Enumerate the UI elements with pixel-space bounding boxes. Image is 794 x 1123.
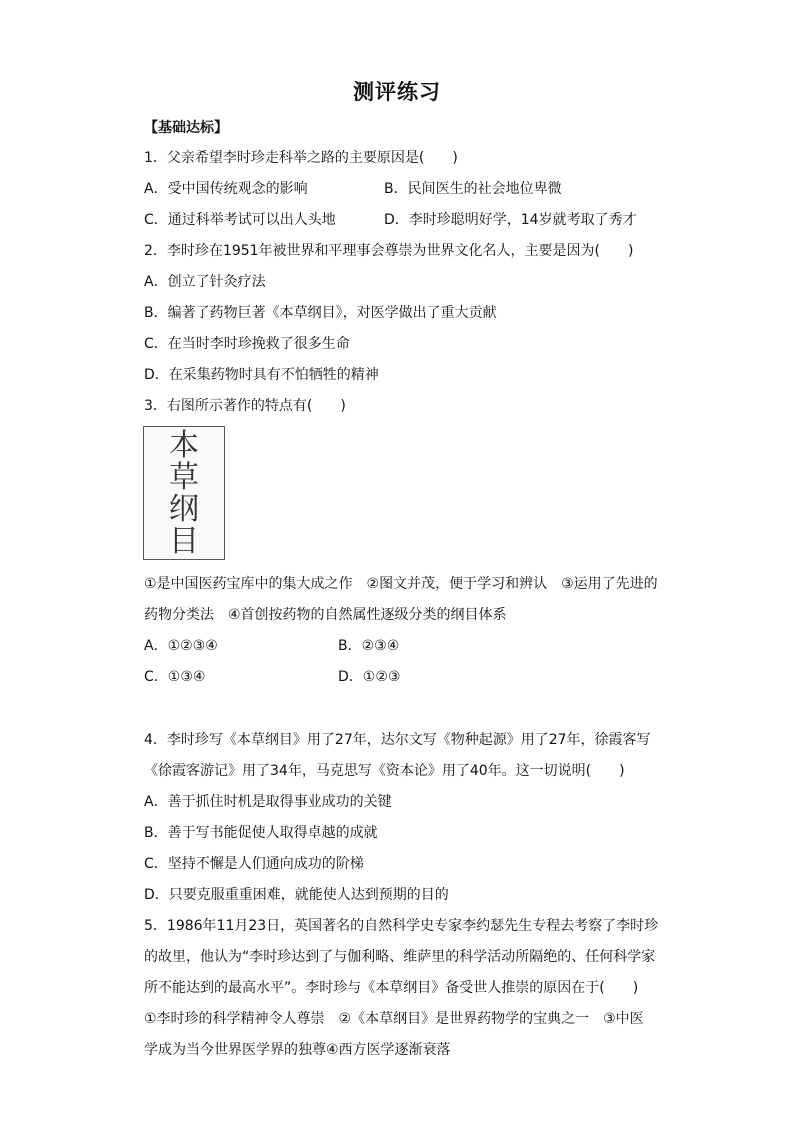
q1-option-b: B．民间医生的社会地位卑微 [384,181,562,197]
section-heading: 【基础达标】 [144,120,228,136]
q5-stem-line-2: 的故里，他认为“李时珍达到了与伽利略、维萨里的科学活动所隔绝的、任何科学家 [144,949,656,965]
q2-option-d: D．在采集药物时具有不怕牺牲的精神 [144,367,379,383]
q3-option-d: D．①②③ [338,669,401,685]
q3-option-b: B．②③④ [338,638,400,654]
q3-items-line-1: ①是中国医药宝库中的集大成之作 ②图文并茂，便于学习和辨认 ③运用了先进的 [144,576,658,592]
page-title: 测评练习 [353,79,441,104]
q5-stem-line-1: 5．1986年11月23日，英国著名的自然科学史专家李约瑟先生专程去考察了李时珍 [144,918,659,934]
seal-char-1: 本 [169,428,199,463]
q2-option-c: C．在当时李时珍挽救了很多生命 [144,336,350,352]
q4-option-d: D．只要克服重重困难，就能使人达到预期的目的 [144,887,449,903]
bencao-gangmu-seal-image [143,426,225,560]
q4-stem-line-2: 《徐霞客游记》用了34年，马克思写《资本论》用了40年。这一切说明( ) [144,763,625,779]
q3-option-c: C．①③④ [144,669,206,685]
q5-stem-line-3: 所不能达到的最高水平”。李时珍与《本草纲目》备受世人推崇的原因在于( ) [144,980,639,996]
q5-items-line-1: ①李时珍的科学精神令人尊崇 ②《本草纲目》是世界药物学的宝典之一 ③中医 [144,1011,644,1027]
q3-items-line-2: 药物分类法 ④首创按药物的自然属性逐级分类的纲目体系 [144,607,507,623]
seal-char-4: 目 [169,524,199,559]
q4-option-c: C．坚持不懈是人们通向成功的阶梯 [144,856,364,872]
q1-option-a: A．受中国传统观念的影响 [144,181,308,197]
q3-option-a: A．①②③④ [144,638,218,654]
q4-option-b: B．善于写书能促使人取得卓越的成就 [144,825,378,841]
q3-stem: 3．右图所示著作的特点有( ) [144,398,346,414]
seal-char-3: 纲 [169,492,199,527]
q2-stem: 2．李时珍在1951年被世界和平理事会尊崇为世界文化名人，主要是因为( ) [144,243,634,259]
q2-option-b: B．编著了药物巨著《本草纲目》，对医学做出了重大贡献 [144,305,497,321]
q4-option-a: A．善于抓住时机是取得事业成功的关键 [144,794,392,810]
q1-option-d: D．李时珍聪明好学，14岁就考取了秀才 [384,212,637,228]
q2-option-a: A．创立了针灸疗法 [144,274,266,290]
q1-option-c: C．通过科举考试可以出人头地 [144,212,336,228]
seal-char-2: 草 [169,460,199,495]
q1-stem: 1．父亲希望李时珍走科举之路的主要原因是( ) [144,150,458,166]
q4-stem-line-1: 4．李时珍写《本草纲目》用了27年，达尔文写《物种起源》用了27年，徐霞客写 [144,732,651,748]
q5-items-line-2: 学成为当今世界医学界的独尊④西方医学逐渐衰落 [144,1042,451,1058]
